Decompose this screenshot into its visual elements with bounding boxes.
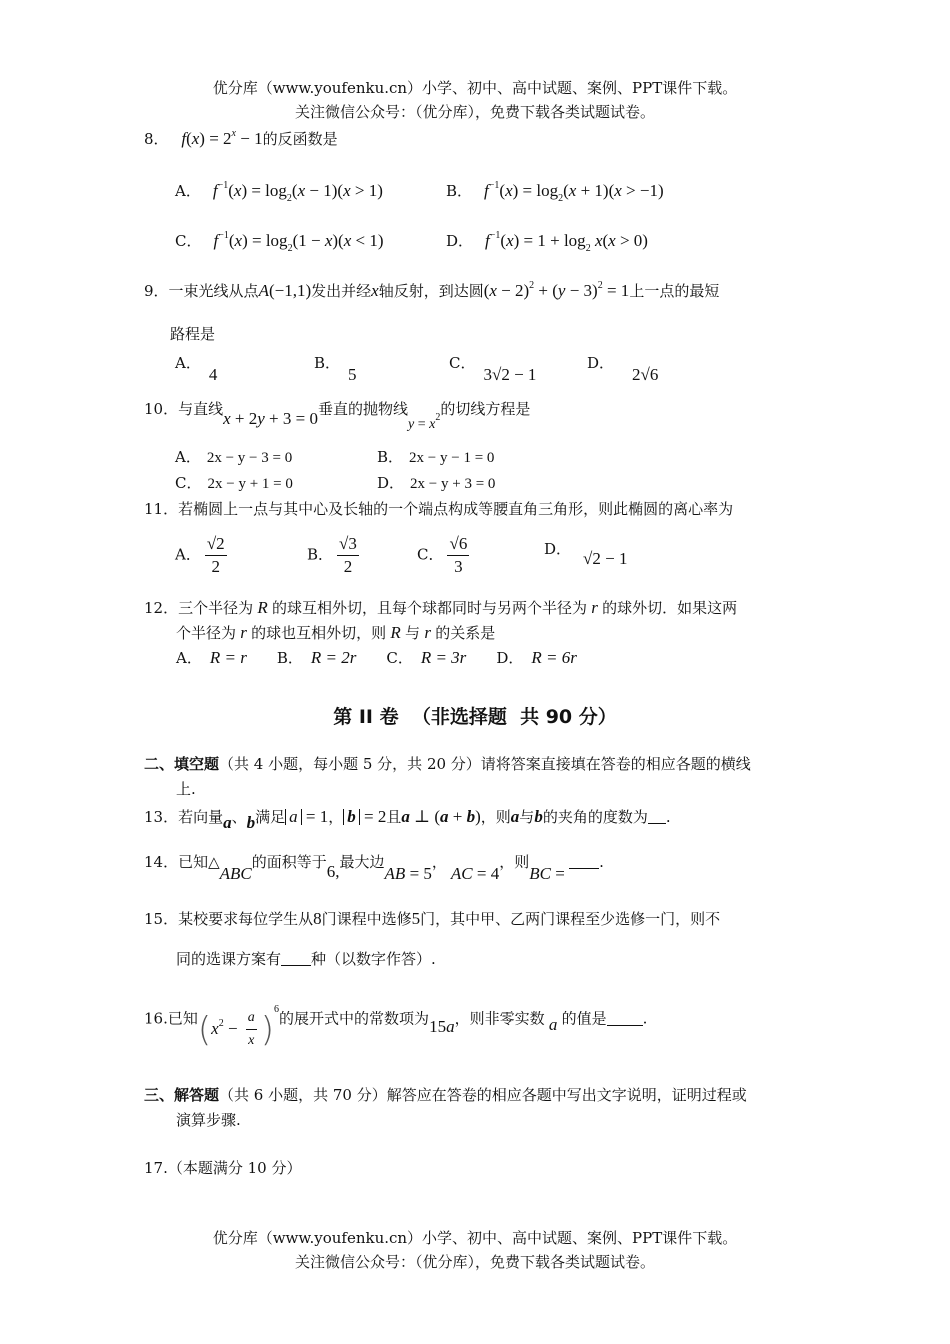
question-10: 10．与直线x + 2y + 3 = 0垂直的抛物线$y = x^2$的切线方程是 <box>144 400 531 432</box>
question-11: 11．若椭圆上一点与其中心及长轴的一个端点构成等腰直角三角形，则此椭圆的离心率为 <box>144 500 734 518</box>
question-15-cont: 同的选课方案有 种（以数字作答）. <box>176 950 436 968</box>
section-2-heading: 二、填空题（共 4 小题，每小题 5 分，共 20 分）请将答案直接填在答卷的相应各题的横线 <box>144 755 751 773</box>
part-2-title: 第 II 卷 （非选择题 共 90 分） <box>333 706 617 728</box>
q9-option-b: B．5 <box>314 354 357 384</box>
q11-option-a: A． $\frac{√2}{2}$ <box>175 534 225 576</box>
question-15: 15．某校要求每位学生从8门课程中选修5门，其中甲、乙两门课程至少选修一门，则不 <box>144 909 721 928</box>
question-8: 8． $f(x) = 2^x - 1$的反函数是 <box>144 128 338 148</box>
question-number: 8． <box>144 130 169 148</box>
q10-option-c: C． 2x − y + 1 = 0 <box>175 474 293 492</box>
section-2-desc-cont: 上. <box>176 780 196 798</box>
question-16: 16.已知($x^2$ − $\frac{a}{x}$ )$^6$的展开式中的常数项为15a，则非零实数 a 的值是 . <box>144 1003 648 1050</box>
q8-option-c: C． $f^{-1}(x) = \log_2(1 - x)(x < 1)$ <box>175 230 384 254</box>
header-line-2: 关注微信公众号：（优分库），免费下载各类试题试卷。 <box>294 103 655 121</box>
question-9-cont: 路程是 <box>170 325 216 343</box>
q12-options: A． R = r B． R = 2r C． R = 3r D． R = 6r <box>176 648 577 667</box>
question-13: 13．若向量a、b满足 a = 1， b = 2且a ⊥ (a + b)，则a与b的夹角的度数为 . <box>144 807 671 832</box>
q11-option-c: C． $\frac{√6}{3}$ <box>417 534 468 576</box>
footer-line-2: 关注微信公众号：（优分库），免费下载各类试题试卷。 <box>294 1253 655 1271</box>
q8-option-a: A． $f^{-1}(x) = \log_2(x - 1)(x > 1)$ <box>175 180 383 204</box>
q10-option-d: D． 2x − y + 3 = 0 <box>377 474 496 492</box>
q9-option-c: C．3√2 − 1 <box>449 354 537 384</box>
q10-option-b: B． 2x − y − 1 = 0 <box>377 448 495 466</box>
q11-option-b: B． $\frac{√3}{2}$ <box>307 534 357 576</box>
q8-option-d: D． $f^{-1}(x) = 1 + \log_2 x(x > 0)$ <box>446 230 648 254</box>
footer-line-1: 优分库（www.youfenku.cn）小学、初中、高中试题、案例、PPT课件下载。 <box>212 1229 738 1247</box>
section-3-heading: 三、解答题（共 6 小题，共 70 分）解答应在答卷的相应各题中写出文字说明，证明过程或 <box>144 1086 747 1104</box>
question-14: 14．已知△ABC的面积等于6,最大边AB = 5，AC = 4，则BC = . <box>144 853 604 883</box>
q11-option-d: D． √2 − 1 <box>544 540 628 568</box>
q9-option-a: A．4 <box>175 354 218 384</box>
question-9: 9．一束光线从点A(−1,1)发出并经x轴反射，到达圆$(x - 2)^2 + (y - 3)^2 = 1$上一点的最短 <box>144 280 720 300</box>
question-12: 12．三个半径为 R 的球互相外切，且每个球都同时与另两个半径为 r 的球外切．如果这两 <box>144 598 738 617</box>
question-17: 17.（本题满分 10 分） <box>144 1159 302 1177</box>
header-line-1: 优分库（www.youfenku.cn）小学、初中、高中试题、案例、PPT课件下载。 <box>212 79 738 97</box>
q9-option-d: D．2√6 <box>587 354 659 384</box>
q10-option-a: A． 2x − y − 3 = 0 <box>175 448 293 466</box>
question-text: 的反函数是 <box>262 130 338 148</box>
question-12-cont: 个半径为 r 的球也互相外切，则 R 与 r 的关系是 <box>176 623 496 642</box>
q8-option-b: B． $f^{-1}(x) = \log_2(x + 1)(x > -1)$ <box>446 180 664 204</box>
section-3-desc-cont: 演算步骤. <box>176 1111 241 1129</box>
